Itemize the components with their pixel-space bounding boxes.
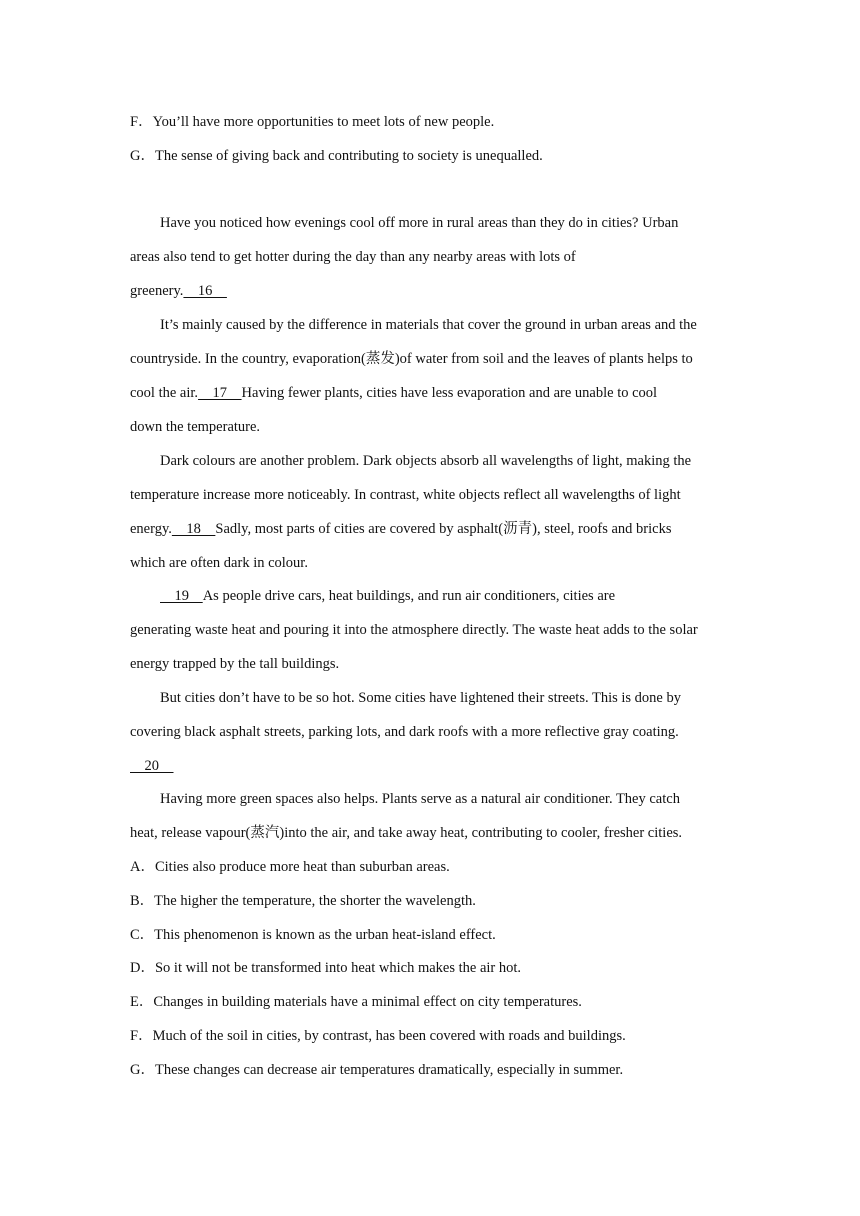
blank-20: 20 — [130, 758, 174, 774]
p3-text-a: energy. — [130, 521, 172, 537]
prev-option-f — [130, 113, 494, 131]
option-letter: F． — [130, 1028, 153, 1044]
option-text: Cities also produce more heat than suburban areas. — [154, 859, 450, 875]
option-text: Changes in building materials have a minimal effect on city temperatures. — [153, 994, 582, 1010]
option-text: This phenomenon is known as the urban heat-island effect. — [154, 927, 496, 943]
p2-line-4: down the temperature. — [130, 419, 261, 435]
p2-line-1: It’s mainly caused by the difference in materials that cover the ground in urban areas and the — [160, 317, 697, 333]
p2-line-3 — [130, 384, 657, 402]
option-letter: F． — [130, 114, 153, 130]
p2-text-a: cool the air. — [130, 385, 199, 401]
p2-line-2: countryside. In the country, evaporation(蒸发)of water from soil and the leaves of plants helps to — [130, 351, 693, 367]
p5-line-1: But cities don’t have to be so hot. Some cities have lightened their streets. This is done by — [160, 690, 681, 706]
option-letter: D． — [130, 960, 155, 976]
option-letter: G． — [130, 148, 155, 164]
option-text: The sense of giving back and contributing to society is unequalled. — [154, 148, 543, 164]
p5-line-3 — [130, 757, 174, 775]
option-text: So it will not be transformed into heat which makes the air hot. — [154, 960, 522, 976]
p1-line-2: areas also tend to get hotter during the day than any nearby areas with lots of — [130, 249, 576, 265]
p4-line-3: energy trapped by the tall buildings. — [130, 656, 340, 672]
p4-line-2: generating waste heat and pouring it into the atmosphere directly. The waste heat adds to the solar — [130, 622, 698, 638]
p5-line-2: covering black asphalt streets, parking lots, and dark roofs with a more reflective gray coating. — [130, 724, 679, 740]
option-letter: C． — [130, 927, 155, 943]
p4-text-b: As people drive cars, heat buildings, and run air conditioners, cities are — [202, 588, 616, 604]
option-text: The higher the temperature, the shorter the wavelength. — [154, 893, 476, 909]
option-g — [130, 1061, 623, 1079]
blank-16: 16 — [183, 283, 227, 299]
p1-line-1: Have you noticed how evenings cool off more in rural areas than they do in cities? Urban — [160, 215, 679, 231]
p4-line-1 — [160, 587, 615, 605]
option-letter: G． — [130, 1062, 155, 1078]
p6-line-1: Having more green spaces also helps. Plants serve as a natural air conditioner. They catch — [160, 791, 680, 807]
option-text: These changes can decrease air temperatures dramatically, especially in summer. — [154, 1062, 624, 1078]
option-a — [130, 858, 450, 876]
option-letter: B． — [130, 893, 155, 909]
option-f — [130, 1027, 626, 1045]
option-text: Much of the soil in cities, by contrast, has been covered with roads and buildings. — [152, 1028, 626, 1044]
p1-text: greenery. — [130, 283, 184, 299]
blank-17: 17 — [198, 385, 242, 401]
option-letter: E． — [130, 994, 154, 1010]
option-d — [130, 959, 521, 977]
blank-19: 19 — [160, 588, 203, 604]
p2-text-b: Having fewer plants, cities have less evaporation and are unable to cool — [241, 385, 658, 401]
blank-18: 18 — [171, 521, 216, 537]
option-letter: A． — [130, 859, 155, 875]
option-c — [130, 926, 496, 944]
p3-line-3 — [130, 520, 671, 538]
p3-text-b: Sadly, most parts of cities are covered by asphalt(沥青), steel, roofs and bricks — [215, 521, 672, 537]
option-b — [130, 892, 476, 910]
option-text: You’ll have more opportunities to meet lots of new people. — [152, 114, 495, 130]
p3-line-4: which are often dark in colour. — [130, 555, 308, 571]
prev-option-g — [130, 147, 543, 165]
p3-line-1: Dark colours are another problem. Dark objects absorb all wavelengths of light, making the — [160, 453, 692, 469]
p1-line-3 — [130, 282, 227, 300]
option-e — [130, 993, 582, 1011]
p6-line-2: heat, release vapour(蒸汽)into the air, and take away heat, contributing to cooler, fresher cities. — [130, 825, 683, 841]
p3-line-2: temperature increase more noticeably. In contrast, white objects reflect all wavelengths of light — [130, 487, 681, 503]
